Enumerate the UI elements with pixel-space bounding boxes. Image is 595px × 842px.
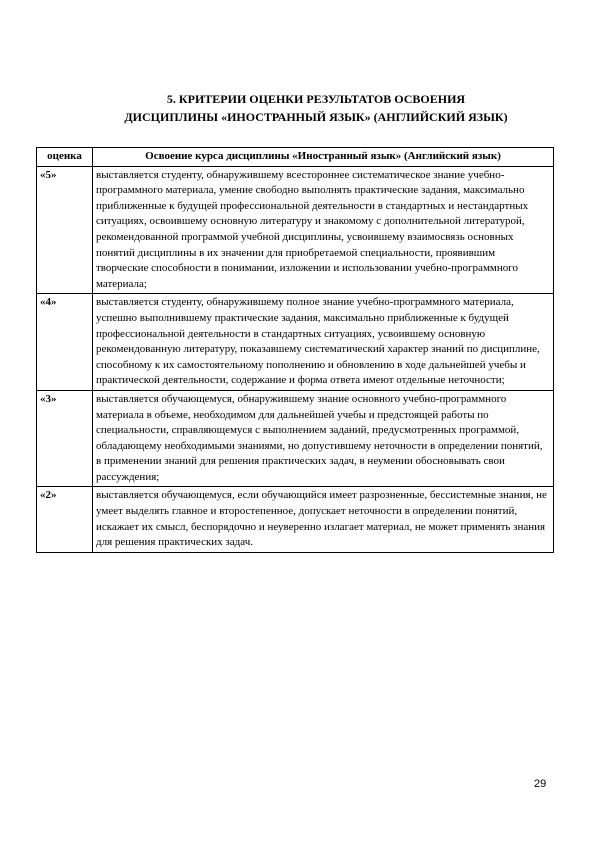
grade-cell: «5» (37, 166, 93, 294)
grade-cell: «4» (37, 294, 93, 391)
page-number: 29 (534, 778, 547, 790)
grading-criteria-table (36, 147, 554, 553)
criteria-cell: выставляется студенту, обнаружившему всестороннее систематическое знание учебно-программного материала, умение свободно выполнять практические задания, максимально приближенные к будущей профессиональной деятельности в стандартных и нестандартных ситуациях, освоившему основную литературу и знакомому с дополнительной литературой, рекомендованной программой учебной дисциплины, усвоившему взаимосвязь основных понятий дисциплины в их значении для приобретаемой специальности, проявившим творческие способности в понимании, изложении и использовании учебно-программного материала; (93, 166, 554, 294)
column-header-grade: оценка (37, 148, 93, 167)
section-title-line-1: 5. КРИТЕРИИ ОЦЕНКИ РЕЗУЛЬТАТОВ ОСВОЕНИЯ (166, 92, 466, 106)
table-header-row (37, 148, 554, 167)
table-row-grade-4 (37, 294, 554, 391)
column-header-mastery: Освоение курса дисциплины «Иностранный язык» (Английский язык) (93, 148, 554, 167)
table-row-grade-3 (37, 390, 554, 487)
criteria-cell: выставляется обучающемуся, если обучающийся имеет разрозненные, бессистемные знания, не умеет выделять главное и второстепенное, допускает неточности в определении понятий, искажает их смысл, беспорядочно и неуверенно излагает материал, не может применять знания для решения практических задач. (93, 487, 554, 552)
table-header (37, 148, 554, 167)
section-title-line-2: ДИСЦИПЛИНЫ «ИНОСТРАННЫЙ ЯЗЫК» (АНГЛИЙСКИЙ ЯЗЫК) (124, 110, 508, 124)
table-body (37, 166, 554, 552)
table-row-grade-2 (37, 487, 554, 552)
criteria-cell: выставляется обучающемуся, обнаружившему знание основного учебно-программного материала в объеме, необходимом для дальнейшей учебы и предстоящей работы по специальности, справляющемуся с выполнением заданий, предусмотренных программой, обладающему необходимыми знаниями, но допустившему неточности в определении понятий, в применении знаний для решения практических задач, в неумении обосновывать свои рассуждения; (93, 390, 554, 487)
criteria-cell: выставляется студенту, обнаружившему полное знание учебно-программного материала, успешно выполнившему практические задания, максимально приближенные к будущей профессиональной деятельности в стандартных ситуациях, усвоившему основную рекомендованную литературу, показавшему систематический характер знаний по дисциплине, способному к их самостоятельному пополнению и обновлению в ходе дальнейшей учебы и практической деятельности, содержание и форма ответа имеют отдельные неточности; (93, 294, 554, 391)
grade-cell: «3» (37, 390, 93, 487)
grade-cell: «2» (37, 487, 93, 552)
table-row-grade-5 (37, 166, 554, 294)
